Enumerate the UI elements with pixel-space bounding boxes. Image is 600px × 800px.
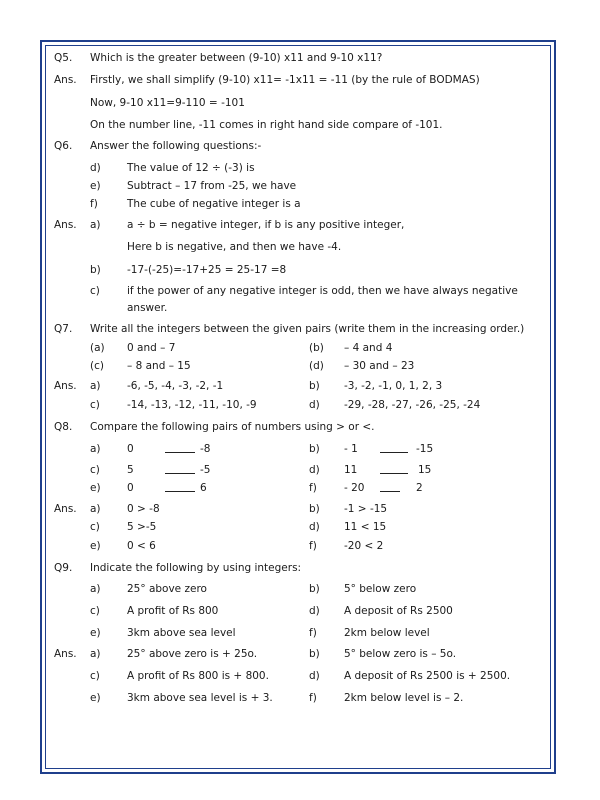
part-label: a) (90, 219, 101, 231)
compare-left: 0 (127, 443, 134, 455)
q6-answer-row (0, 239, 600, 255)
answer-text: if the power of any negative integer is odd, then we have always negative (127, 285, 518, 297)
part-label: e) (90, 482, 101, 494)
part-label: f) (90, 198, 98, 210)
q7-answer-row (0, 378, 600, 394)
blank-line (165, 452, 195, 453)
answer-text: Now, 9-10 x11=9-110 = -101 (90, 97, 245, 109)
q8-pair-row (0, 441, 600, 457)
q6-part-row (0, 160, 600, 176)
q7-pair-row (0, 340, 600, 356)
question-text: Indicate the following by using integers: (90, 562, 302, 574)
part-text: – 30 and – 23 (344, 360, 415, 372)
compare-left: 0 (127, 482, 134, 494)
compare-right: 2 (416, 482, 423, 494)
q5-question-row (0, 50, 600, 66)
part-text: – 8 and – 15 (127, 360, 191, 372)
question-number: Q7. (54, 323, 73, 335)
q8-question-row (0, 419, 600, 435)
part-label: d) (309, 670, 320, 682)
answer-text: -20 < 2 (344, 540, 384, 552)
q7-pair-row (0, 358, 600, 374)
q7-answer-row (0, 397, 600, 413)
answer-text: A deposit of Rs 2500 is + 2500. (344, 670, 511, 682)
part-label: f) (309, 540, 317, 552)
part-text: 0 and – 7 (127, 342, 176, 354)
compare-right: -8 (200, 443, 211, 455)
q9-answer-row (0, 646, 600, 662)
blank-line (380, 452, 408, 453)
answer-text: Here b is negative, and then we have -4. (127, 241, 342, 253)
answer-label: Ans. (54, 648, 77, 660)
q8-answer-row (0, 501, 600, 517)
compare-right: -5 (200, 464, 211, 476)
part-text: – 4 and 4 (344, 342, 393, 354)
blank-line (165, 491, 195, 492)
part-label: b) (309, 583, 320, 595)
part-text: A deposit of Rs 2500 (344, 605, 453, 617)
q7-question-row (0, 321, 600, 337)
part-label: a) (90, 380, 101, 392)
question-number: Q9. (54, 562, 73, 574)
q6-answer-row (0, 283, 600, 299)
question-text: Compare the following pairs of numbers using > or <. (90, 421, 375, 433)
part-label: b) (309, 648, 320, 660)
q9-answer-row (0, 690, 600, 706)
part-label: (c) (90, 360, 104, 372)
q6-part-row (0, 178, 600, 194)
q6-answer-row (0, 262, 600, 278)
part-label: b) (309, 380, 320, 392)
compare-right: 15 (418, 464, 432, 476)
part-text: 2km below level (344, 627, 430, 639)
part-label: a) (90, 583, 101, 595)
part-label: b) (90, 264, 101, 276)
part-label: f) (309, 482, 317, 494)
q9-pair-row (0, 581, 600, 597)
q8-answer-row (0, 538, 600, 554)
answer-text: A profit of Rs 800 is + 800. (127, 670, 269, 682)
compare-left: 11 (344, 464, 358, 476)
part-label: d) (309, 464, 320, 476)
answer-label: Ans. (54, 380, 77, 392)
answer-text: answer. (127, 302, 168, 314)
part-label: a) (90, 503, 101, 515)
part-label: e) (90, 627, 101, 639)
part-text: A profit of Rs 800 (127, 605, 219, 617)
answer-text: 0 > -8 (127, 503, 160, 515)
question-text: Write all the integers between the given pairs (write them in the increasing order.) (90, 323, 525, 335)
answer-text: -3, -2, -1, 0, 1, 2, 3 (344, 380, 443, 392)
blank-line (380, 491, 400, 492)
part-text: Subtract – 17 from -25, we have (127, 180, 297, 192)
part-label: c) (90, 464, 100, 476)
part-label: f) (309, 692, 317, 704)
answer-text: -1 > -15 (344, 503, 388, 515)
question-number: Q6. (54, 140, 73, 152)
q5-answer-row (0, 72, 600, 88)
question-number: Q5. (54, 52, 73, 64)
part-label: b) (309, 443, 320, 455)
answer-text: -29, -28, -27, -26, -25, -24 (344, 399, 481, 411)
part-label: e) (90, 540, 101, 552)
q6-question-row (0, 138, 600, 154)
part-label: a) (90, 648, 101, 660)
answer-label: Ans. (54, 219, 77, 231)
answer-text: 5° below zero is – 5o. (344, 648, 457, 660)
q8-answer-row (0, 519, 600, 535)
q6-answer-row (0, 300, 600, 316)
answer-text: Firstly, we shall simplify (9-10) x11= -1x11 = -11 (by the rule of BODMAS) (90, 74, 480, 86)
compare-left: 5 (127, 464, 134, 476)
answer-text: -14, -13, -12, -11, -10, -9 (127, 399, 257, 411)
q5-answer-row (0, 95, 600, 111)
part-label: c) (90, 521, 100, 533)
part-label: a) (90, 443, 101, 455)
part-label: d) (309, 399, 320, 411)
q6-part-row (0, 196, 600, 212)
part-label: (b) (309, 342, 324, 354)
answer-text: -17-(-25)=-17+25 = 25-17 =8 (127, 264, 287, 276)
part-label: e) (90, 180, 101, 192)
compare-right: 6 (200, 482, 207, 494)
part-label: c) (90, 605, 100, 617)
part-label: f) (309, 627, 317, 639)
part-text: 25° above zero (127, 583, 207, 595)
part-label: d) (309, 521, 320, 533)
part-text: The cube of negative integer is a (127, 198, 301, 210)
blank-line (380, 473, 408, 474)
part-text: 3km above sea level (127, 627, 236, 639)
compare-left: - 1 (344, 443, 358, 455)
answer-text: a ÷ b = negative integer, if b is any positive integer, (127, 219, 405, 231)
question-text: Which is the greater between (9-10) x11 and 9-10 x11? (90, 52, 383, 64)
answer-text: On the number line, -11 comes in right hand side compare of -101. (90, 119, 443, 131)
q9-answer-row (0, 668, 600, 684)
q5-answer-row (0, 117, 600, 133)
blank-line (165, 473, 195, 474)
answer-text: 2km below level is – 2. (344, 692, 464, 704)
part-text: 5° below zero (344, 583, 417, 595)
q8-pair-row (0, 480, 600, 496)
part-text: The value of 12 ÷ (-3) is (127, 162, 255, 174)
part-label: c) (90, 285, 100, 297)
part-label: c) (90, 399, 100, 411)
question-text: Answer the following questions:- (90, 140, 262, 152)
answer-text: 5 >-5 (127, 521, 157, 533)
q9-question-row (0, 560, 600, 576)
answer-text: 11 < 15 (344, 521, 387, 533)
q9-pair-row (0, 625, 600, 641)
question-number: Q8. (54, 421, 73, 433)
part-label: c) (90, 670, 100, 682)
answer-text: -6, -5, -4, -3, -2, -1 (127, 380, 224, 392)
q6-answer-row (0, 217, 600, 233)
compare-right: -15 (416, 443, 434, 455)
answer-text: 0 < 6 (127, 540, 156, 552)
part-label: d) (90, 162, 101, 174)
part-label: (a) (90, 342, 105, 354)
compare-left: - 20 (344, 482, 365, 494)
part-label: d) (309, 605, 320, 617)
part-label: (d) (309, 360, 324, 372)
answer-text: 25° above zero is + 25o. (127, 648, 258, 660)
part-label: b) (309, 503, 320, 515)
answer-label: Ans. (54, 74, 77, 86)
part-label: e) (90, 692, 101, 704)
answer-text: 3km above sea level is + 3. (127, 692, 273, 704)
q8-pair-row (0, 462, 600, 478)
q9-pair-row (0, 603, 600, 619)
answer-label: Ans. (54, 503, 77, 515)
